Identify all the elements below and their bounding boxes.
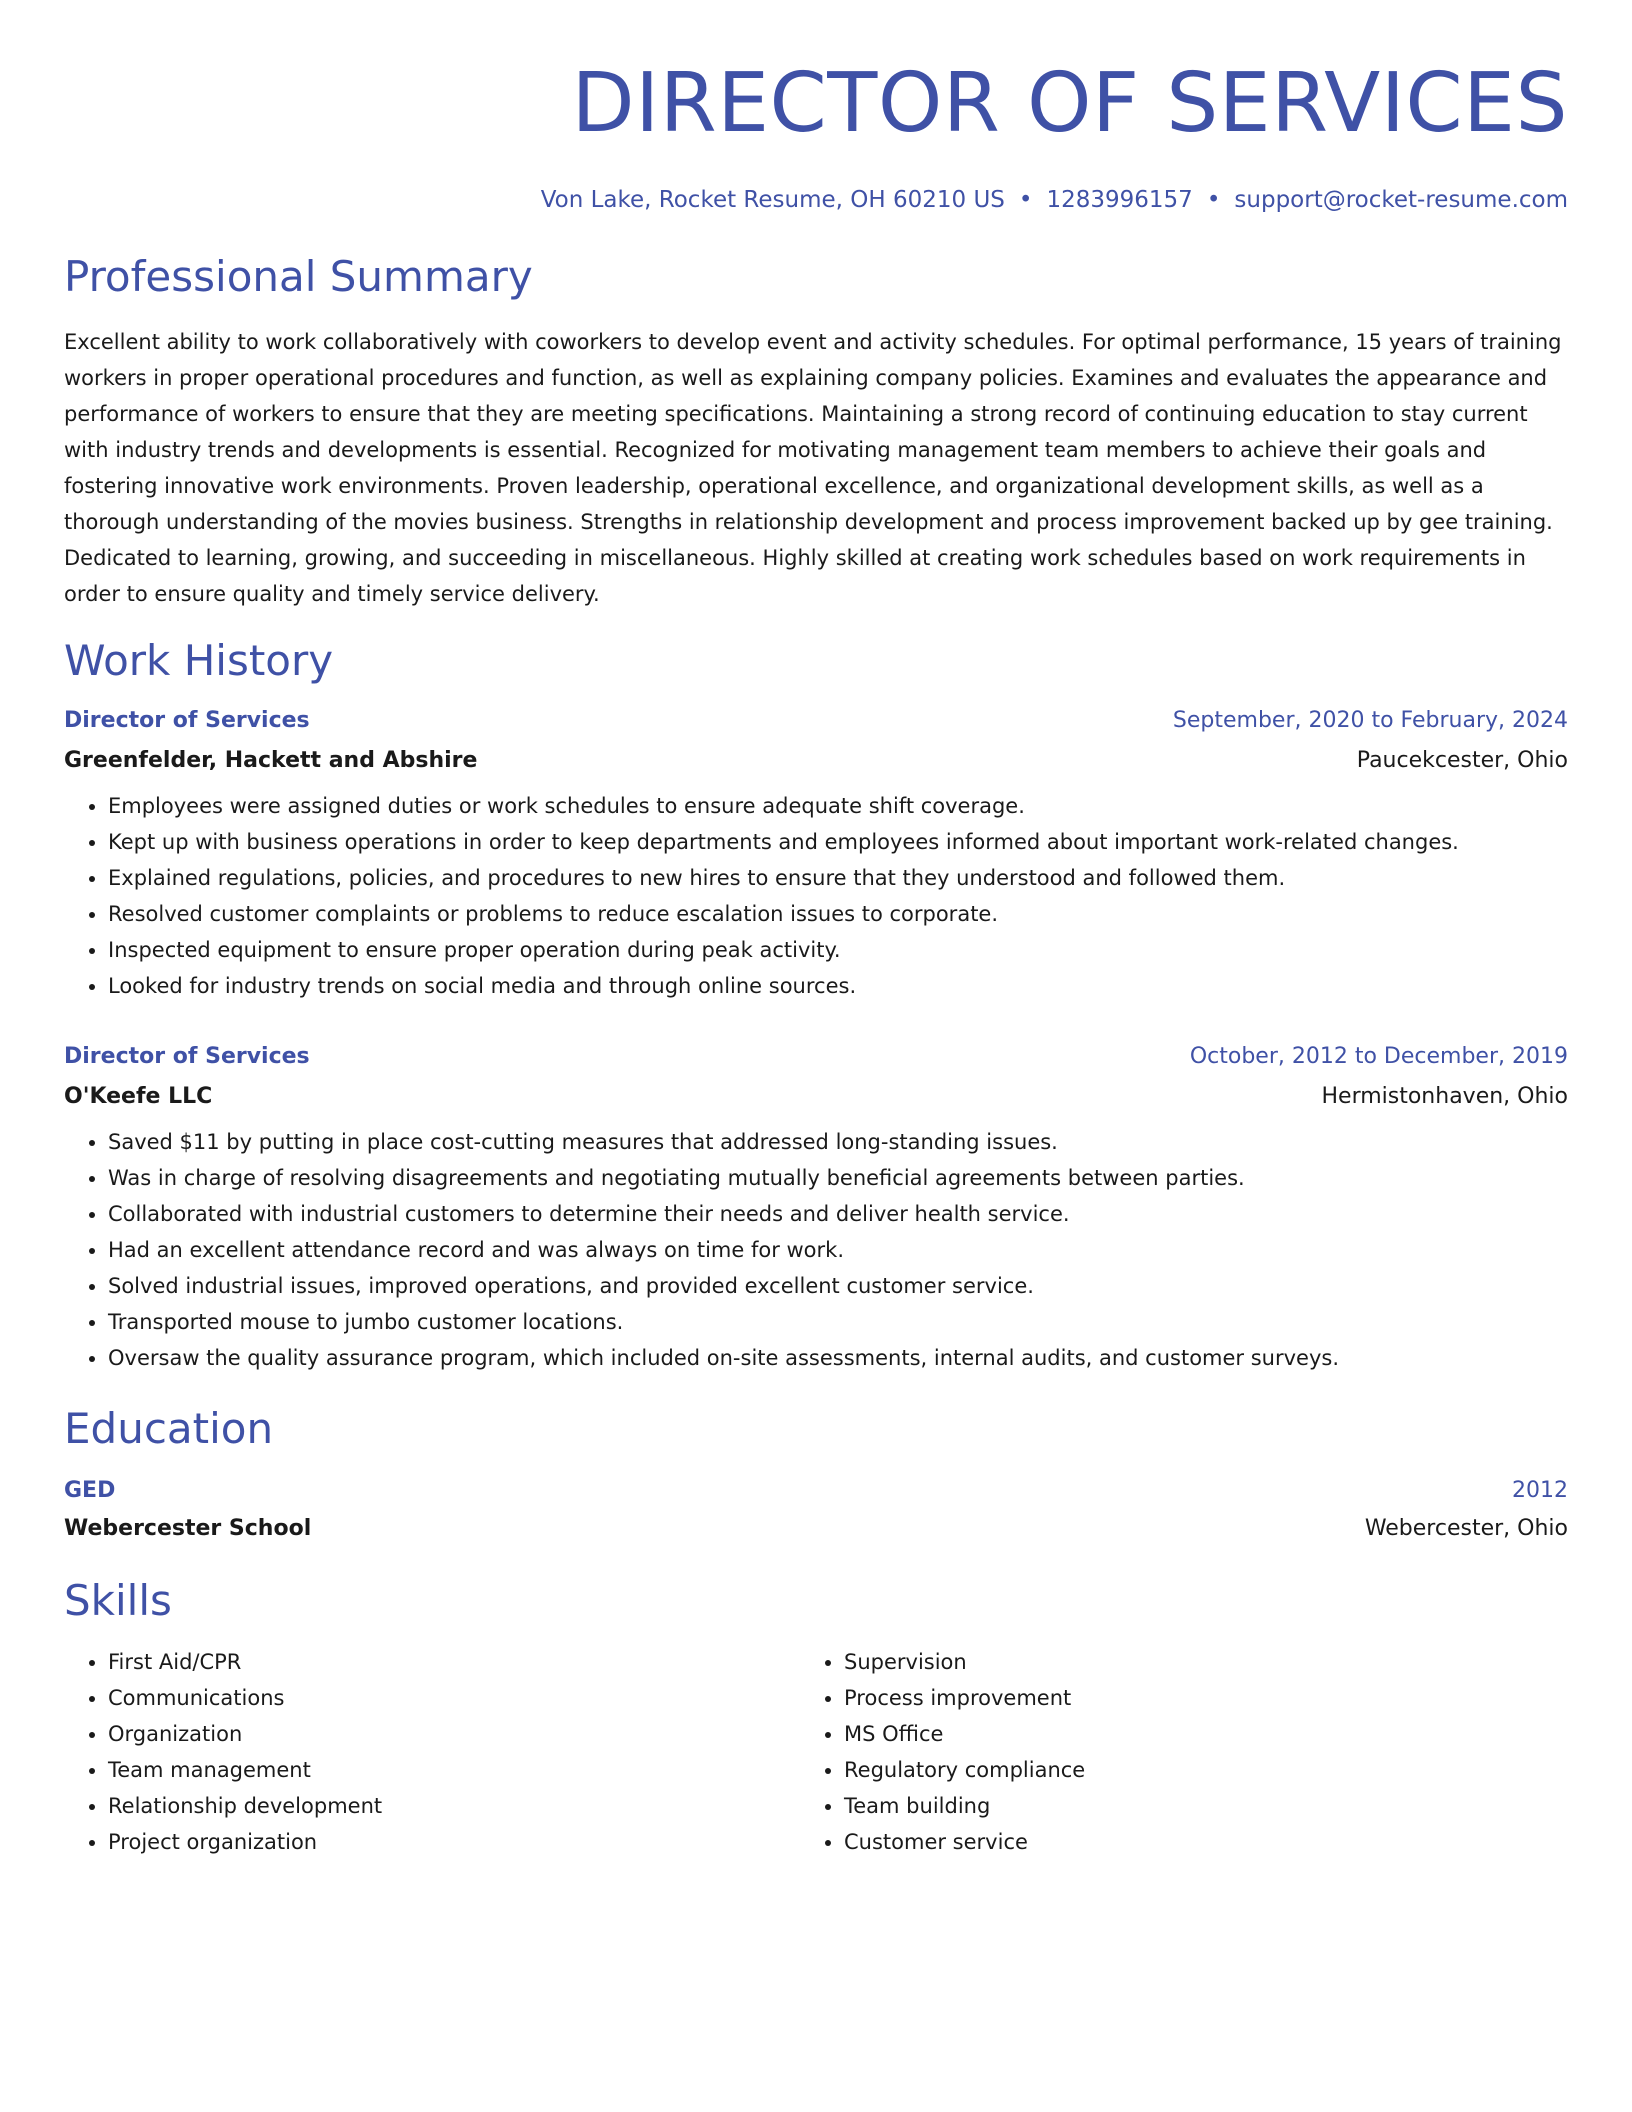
job-header [64,706,1568,736]
job-bullet: • Saved $11 by putting in place cost-cutting measures that addressed long-standing issues. [108,1124,1568,1160]
skill-item: • Project organization [108,1824,800,1860]
education-school: Webercester School [64,1516,312,1541]
skill-item: • Supervision [844,1644,1536,1680]
job-position: Director of Services [64,1044,310,1069]
skill-item: • Team management [108,1752,800,1788]
job-bullet: • Oversaw the quality assurance program, which included on-site assessments, internal audits, and customer surveys. [108,1340,1568,1376]
job-position: Director of Services [64,708,310,733]
job-dates: October, 2012 to December, 2019 [1189,1044,1568,1069]
education-degree: GED [64,1478,116,1503]
contact-line [64,186,1568,214]
skills-columns [64,1644,1568,1860]
skill-item: • First Aid/CPR [108,1644,800,1680]
education-entry [64,1476,1568,1544]
education-location: Webercester, Ohio [1364,1516,1568,1541]
education-year: 2012 [1512,1478,1568,1503]
job-bullet: • Transported mouse to jumbo customer locations. [108,1304,1568,1340]
section-title-summary: Professional Summary [64,252,533,301]
summary-paragraph: Excellent ability to work collaboratively with coworkers to develop event and activity schedules. For optimal performance, 15 years of training workers in proper operational procedures and function, as well as explaining company policies. Examines and evaluates the appearance and performance of workers to ensure that they are meeting specifications. Maintaining a strong record of continuing education to stay current with industry trends and developments is essential. Recognized for motivating management team members to achieve their goals and fostering innovative work environments. Proven leadership, operational excellence, and organizational development skills, as well as a thorough understanding of the movies business. Strengths in relationship development and process improvement backed up by gee training. Dedicated to learning, growing, and succeeding in miscellaneous. Highly skilled at creating work schedules based on work requirements in order to ensure quality and timely service delivery. [64,330,1562,606]
contact-separator: • [1018,187,1033,213]
job-bullet: • Had an excellent attendance record and was always on time for work. [108,1232,1568,1268]
job-entry [64,706,1568,1004]
job-bullet: • Looked for industry trends on social media and through online sources. [108,968,1568,1004]
contact-email[interactable]: support@rocket-resume.com [1234,187,1568,213]
education-school-row [64,1514,1568,1544]
section-title-education: Education [64,1404,274,1453]
section-title-skills: Skills [64,1576,172,1625]
job-bullet: • Solved industrial issues, improved operations, and provided excellent customer service. [108,1268,1568,1304]
skill-item: • Customer service [844,1824,1536,1860]
job-entry [64,1042,1568,1376]
job-bullet: • Employees were assigned duties or work schedules to ensure adequate shift coverage. [108,788,1568,824]
job-bullet: • Kept up with business operations in order to keep departments and employees informed about important work-related changes. [108,824,1568,860]
contact-phone: 1283996157 [1046,187,1193,213]
job-location: Paucekcester, Ohio [1356,748,1568,773]
skill-item: • Process improvement [844,1680,1536,1716]
job-bullet: • Resolved customer complaints or problems to reduce escalation issues to corporate. [108,896,1568,932]
section-title-work-history: Work History [64,636,334,685]
skill-item: • Relationship development [108,1788,800,1824]
job-header [64,1042,1568,1072]
job-company-row [64,746,1568,776]
skill-item: • Organization [108,1716,800,1752]
job-bullet-list [64,788,1568,1004]
job-bullet: • Explained regulations, policies, and procedures to new hires to ensure that they understood and followed them. [108,860,1568,896]
job-bullet: • Was in charge of resolving disagreements and negotiating mutually beneficial agreements between parties. [108,1160,1568,1196]
job-location: Hermistonhaven, Ohio [1321,1084,1568,1109]
job-company: Greenfelder, Hackett and Abshire [64,748,478,773]
skill-item: • Regulatory compliance [844,1752,1536,1788]
contact-address: Von Lake, Rocket Resume, OH 60210 US [540,187,1005,213]
contact-separator: • [1206,187,1221,213]
job-bullet: • Inspected equipment to ensure proper operation during peak activity. [108,932,1568,968]
job-company: O'Keefe LLC [64,1084,213,1109]
job-dates: September, 2020 to February, 2024 [1172,708,1568,733]
skill-item: • MS Office [844,1716,1536,1752]
job-company-row [64,1082,1568,1112]
skills-list-right [800,1644,1536,1860]
education-header [64,1476,1568,1506]
resume-title: DIRECTOR OF SERVICES [571,56,1568,151]
job-bullet: • Collaborated with industrial customers to determine their needs and deliver health service. [108,1196,1568,1232]
skill-item: • Team building [844,1788,1536,1824]
skills-list-left [64,1644,800,1860]
skill-item: • Communications [108,1680,800,1716]
job-bullet-list [64,1124,1568,1376]
